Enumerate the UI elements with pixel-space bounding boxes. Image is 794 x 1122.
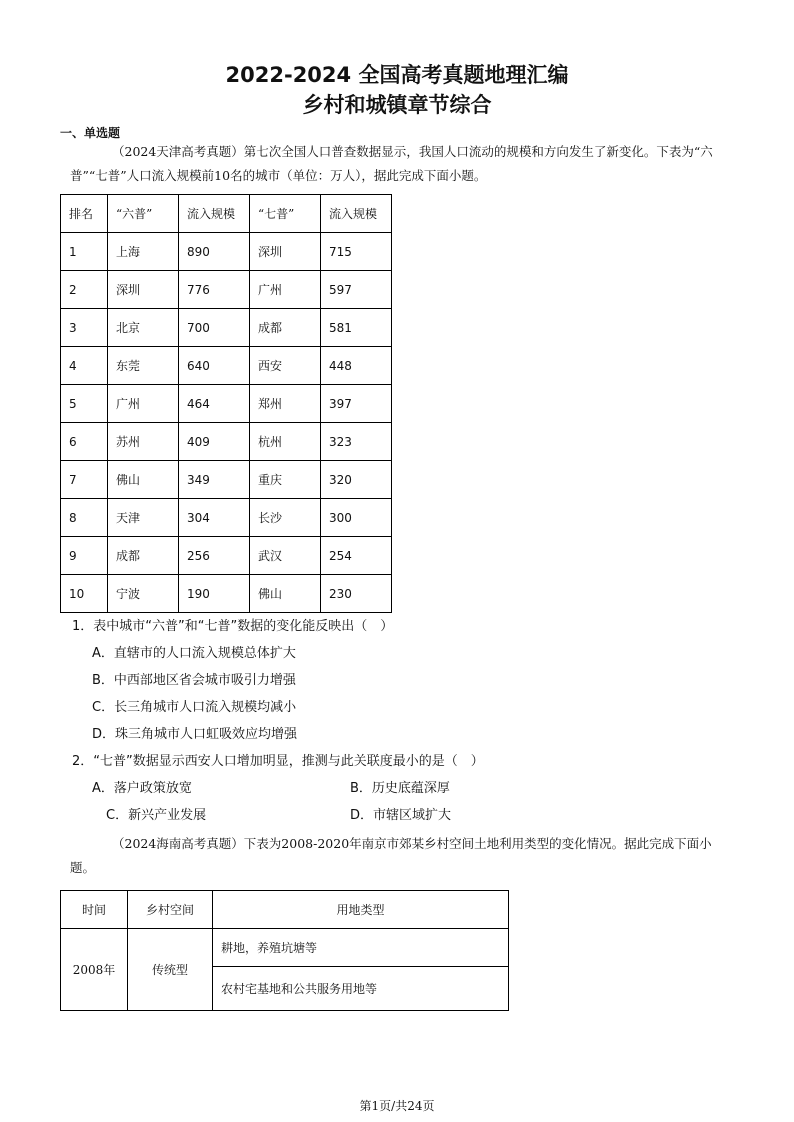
rank-cell: 8	[61, 499, 108, 537]
question-1-option-c[interactable]: C．长三角城市人口流入规模均减小	[92, 700, 297, 715]
value-cell: 397	[321, 385, 392, 423]
city-cell: 天津	[108, 499, 179, 537]
value-cell: 776	[179, 271, 250, 309]
population-table	[60, 194, 392, 613]
header-cell: “六普”	[108, 195, 179, 233]
table-row	[61, 233, 392, 271]
city-cell: 武汉	[250, 537, 321, 575]
table-row	[61, 461, 392, 499]
table-row	[61, 347, 392, 385]
city-cell: 佛山	[108, 461, 179, 499]
header-cell: 时间	[61, 891, 128, 929]
value-cell: 640	[179, 347, 250, 385]
header-cell: 流入规模	[321, 195, 392, 233]
city-cell: 广州	[250, 271, 321, 309]
question-intro-2: （2024海南高考真题）下表为2008-2020年南京市郊某乡村空间土地利用类型的变化情况。据此完成下面小题。	[70, 836, 712, 875]
value-cell: 700	[179, 309, 250, 347]
table-row	[61, 929, 509, 967]
page-footer: 第1页/共24页	[359, 1099, 435, 1113]
rank-cell: 2	[61, 271, 108, 309]
value-cell: 256	[179, 537, 250, 575]
question-1-stem: 1．表中城市“六普”和“七普”数据的变化能反映出（ ）	[72, 619, 394, 634]
question-2-option-d[interactable]: D．市辖区域扩大	[350, 808, 452, 823]
city-cell: 成都	[250, 309, 321, 347]
rank-cell: 9	[61, 537, 108, 575]
table-row	[61, 385, 392, 423]
header-cell: 流入规模	[179, 195, 250, 233]
header-cell: “七普”	[250, 195, 321, 233]
city-cell: 长沙	[250, 499, 321, 537]
value-cell: 300	[321, 499, 392, 537]
space-cell: 传统型	[128, 929, 213, 1011]
value-cell: 409	[179, 423, 250, 461]
land-type-cell: 耕地，养殖坑塘等	[213, 929, 509, 967]
header-cell: 排名	[61, 195, 108, 233]
city-cell: 广州	[108, 385, 179, 423]
table-row	[61, 423, 392, 461]
rank-cell: 7	[61, 461, 108, 499]
question-1-option-a[interactable]: A．直辖市的人口流入规模总体扩大	[92, 646, 296, 661]
table-row	[61, 499, 392, 537]
value-cell: 464	[179, 385, 250, 423]
city-cell: 深圳	[250, 233, 321, 271]
value-cell: 715	[321, 233, 392, 271]
city-cell: 宁波	[108, 575, 179, 613]
rank-cell: 10	[61, 575, 108, 613]
value-cell: 890	[179, 233, 250, 271]
value-cell: 254	[321, 537, 392, 575]
rank-cell: 3	[61, 309, 108, 347]
table-header-row	[61, 195, 392, 233]
city-cell: 佛山	[250, 575, 321, 613]
section-heading: 一、单选题	[60, 126, 121, 140]
question-2-stem: 2．“七普”数据显示西安人口增加明显，推测与此关联度最小的是（ ）	[72, 754, 484, 769]
header-cell: 乡村空间	[128, 891, 213, 929]
city-cell: 北京	[108, 309, 179, 347]
value-cell: 448	[321, 347, 392, 385]
city-cell: 杭州	[250, 423, 321, 461]
table-row	[61, 575, 392, 613]
city-cell: 西安	[250, 347, 321, 385]
land-type-cell: 农村宅基地和公共服务用地等	[213, 967, 509, 1011]
value-cell: 190	[179, 575, 250, 613]
rank-cell: 5	[61, 385, 108, 423]
header-cell: 用地类型	[213, 891, 509, 929]
value-cell: 349	[179, 461, 250, 499]
document-subtitle: 乡村和城镇章节综合	[302, 93, 492, 117]
city-cell: 重庆	[250, 461, 321, 499]
city-cell: 成都	[108, 537, 179, 575]
land-use-table	[60, 890, 509, 1011]
value-cell: 304	[179, 499, 250, 537]
year-cell: 2008年	[61, 929, 128, 1011]
question-2-option-b[interactable]: B．历史底蕴深厚	[350, 781, 450, 796]
value-cell: 320	[321, 461, 392, 499]
city-cell: 郑州	[250, 385, 321, 423]
question-1-option-b[interactable]: B．中西部地区省会城市吸引力增强	[92, 673, 296, 688]
city-cell: 深圳	[108, 271, 179, 309]
table-row	[61, 271, 392, 309]
document-title: 2022-2024 全国高考真题地理汇编	[225, 63, 569, 87]
table-header-row	[61, 891, 509, 929]
question-intro-1: （2024天津高考真题）第七次全国人口普查数据显示，我国人口流动的规模和方向发生了新变化。下表为“六普”“七普”人口流入规模前10名的城市（单位：万人），据此完成下面小题。	[70, 144, 713, 183]
question-1-option-d[interactable]: D．珠三角城市人口虹吸效应均增强	[92, 727, 298, 742]
value-cell: 581	[321, 309, 392, 347]
city-cell: 上海	[108, 233, 179, 271]
city-cell: 东莞	[108, 347, 179, 385]
value-cell: 597	[321, 271, 392, 309]
table-row	[61, 537, 392, 575]
city-cell: 苏州	[108, 423, 179, 461]
rank-cell: 4	[61, 347, 108, 385]
rank-cell: 6	[61, 423, 108, 461]
value-cell: 230	[321, 575, 392, 613]
rank-cell: 1	[61, 233, 108, 271]
table-row	[61, 309, 392, 347]
question-2-option-a[interactable]: A．落户政策放宽	[92, 781, 192, 796]
question-2-option-c[interactable]: C．新兴产业发展	[106, 808, 207, 823]
value-cell: 323	[321, 423, 392, 461]
